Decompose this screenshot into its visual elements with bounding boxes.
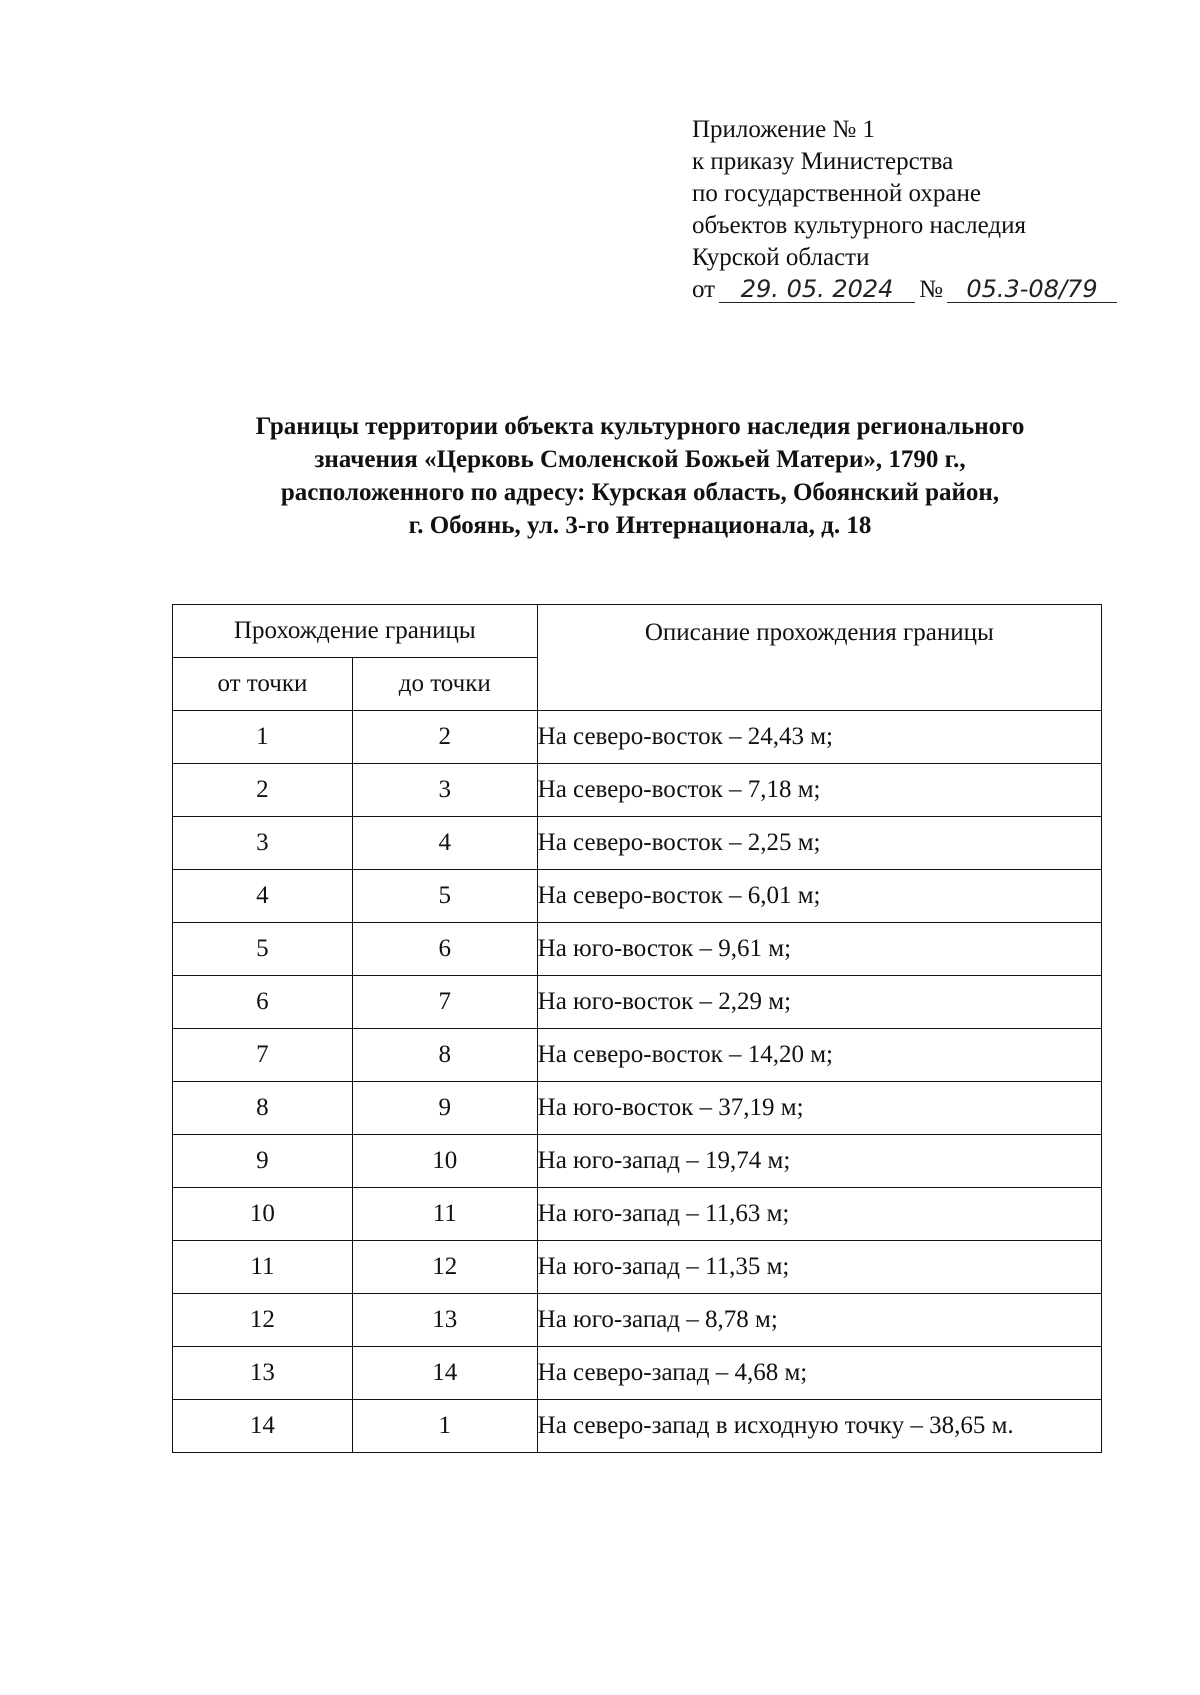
table-row <box>173 1135 1102 1188</box>
handwritten-order-number: 05.3-08/79 <box>947 276 1117 303</box>
boundary-table <box>172 604 1102 1453</box>
from-point-cell: 4 <box>173 870 353 923</box>
to-point-cell: 12 <box>352 1241 537 1294</box>
table-row <box>173 764 1102 817</box>
table-row <box>173 711 1102 764</box>
title-line: значения «Церковь Смоленской Божьей Матери», 1790 г., <box>314 446 966 473</box>
table-row <box>173 870 1102 923</box>
description-cell: На юго-запад – 11,63 м; <box>537 1188 1101 1241</box>
title-line: г. Обоянь, ул. 3-го Интернационала, д. 18 <box>408 512 872 539</box>
table-row <box>173 923 1102 976</box>
from-point-cell: 14 <box>173 1400 353 1453</box>
header-boundary-passage: Прохождение границы <box>173 605 538 658</box>
description-cell: На северо-запад – 4,68 м; <box>537 1347 1101 1400</box>
description-cell: На северо-запад в исходную точку – 38,65 м. <box>537 1400 1101 1453</box>
from-point-cell: 1 <box>173 711 353 764</box>
header-to-point: до точки <box>352 658 537 711</box>
table-row <box>173 1029 1102 1082</box>
document-title <box>150 410 1130 542</box>
handwritten-date: 29. 05. 2024 <box>719 276 915 303</box>
to-point-cell: 5 <box>352 870 537 923</box>
to-point-cell: 6 <box>352 923 537 976</box>
header-description: Описание прохождения границы <box>537 605 1101 711</box>
appendix-line: по государственной охране <box>692 180 982 207</box>
description-cell: На северо-восток – 14,20 м; <box>537 1029 1101 1082</box>
from-label: от <box>692 276 716 303</box>
description-cell: На юго-запад – 19,74 м; <box>537 1135 1101 1188</box>
appendix-block <box>692 114 1117 306</box>
title-line: расположенного по адресу: Курская область, Обоянский район, <box>280 479 1000 506</box>
appendix-line: объектов культурного наследия <box>692 212 1026 239</box>
to-point-cell: 11 <box>352 1188 537 1241</box>
from-point-cell: 5 <box>173 923 353 976</box>
description-cell: На юго-восток – 9,61 м; <box>537 923 1101 976</box>
description-cell: На северо-восток – 7,18 м; <box>537 764 1101 817</box>
number-label: № <box>919 276 943 303</box>
to-point-cell: 7 <box>352 976 537 1029</box>
to-point-cell: 4 <box>352 817 537 870</box>
from-point-cell: 2 <box>173 764 353 817</box>
description-cell: На северо-восток – 24,43 м; <box>537 711 1101 764</box>
description-cell: На северо-восток – 6,01 м; <box>537 870 1101 923</box>
table-row <box>173 817 1102 870</box>
to-point-cell: 9 <box>352 1082 537 1135</box>
from-point-cell: 11 <box>173 1241 353 1294</box>
from-point-cell: 13 <box>173 1347 353 1400</box>
to-point-cell: 3 <box>352 764 537 817</box>
order-reference <box>692 274 1117 306</box>
table-row <box>173 976 1102 1029</box>
description-cell: На юго-запад – 8,78 м; <box>537 1294 1101 1347</box>
to-point-cell: 8 <box>352 1029 537 1082</box>
from-point-cell: 12 <box>173 1294 353 1347</box>
title-line: Границы территории объекта культурного наследия регионального <box>255 413 1025 440</box>
description-cell: На северо-восток – 2,25 м; <box>537 817 1101 870</box>
to-point-cell: 10 <box>352 1135 537 1188</box>
header-from-point: от точки <box>173 658 353 711</box>
from-point-cell: 8 <box>173 1082 353 1135</box>
from-point-cell: 3 <box>173 817 353 870</box>
table-row <box>173 1082 1102 1135</box>
table-row <box>173 1400 1102 1453</box>
from-point-cell: 6 <box>173 976 353 1029</box>
table-row <box>173 1188 1102 1241</box>
from-point-cell: 7 <box>173 1029 353 1082</box>
to-point-cell: 13 <box>352 1294 537 1347</box>
table-body <box>173 711 1102 1453</box>
description-cell: На юго-восток – 37,19 м; <box>537 1082 1101 1135</box>
from-point-cell: 9 <box>173 1135 353 1188</box>
to-point-cell: 2 <box>352 711 537 764</box>
to-point-cell: 14 <box>352 1347 537 1400</box>
appendix-line: к приказу Министерства <box>692 148 954 175</box>
table-row <box>173 1241 1102 1294</box>
description-cell: На юго-восток – 2,29 м; <box>537 976 1101 1029</box>
table-row <box>173 1347 1102 1400</box>
description-cell: На юго-запад – 11,35 м; <box>537 1241 1101 1294</box>
table-row <box>173 1294 1102 1347</box>
appendix-line: Приложение № 1 <box>692 116 876 143</box>
from-point-cell: 10 <box>173 1188 353 1241</box>
appendix-line: Курской области <box>692 244 870 271</box>
to-point-cell: 1 <box>352 1400 537 1453</box>
